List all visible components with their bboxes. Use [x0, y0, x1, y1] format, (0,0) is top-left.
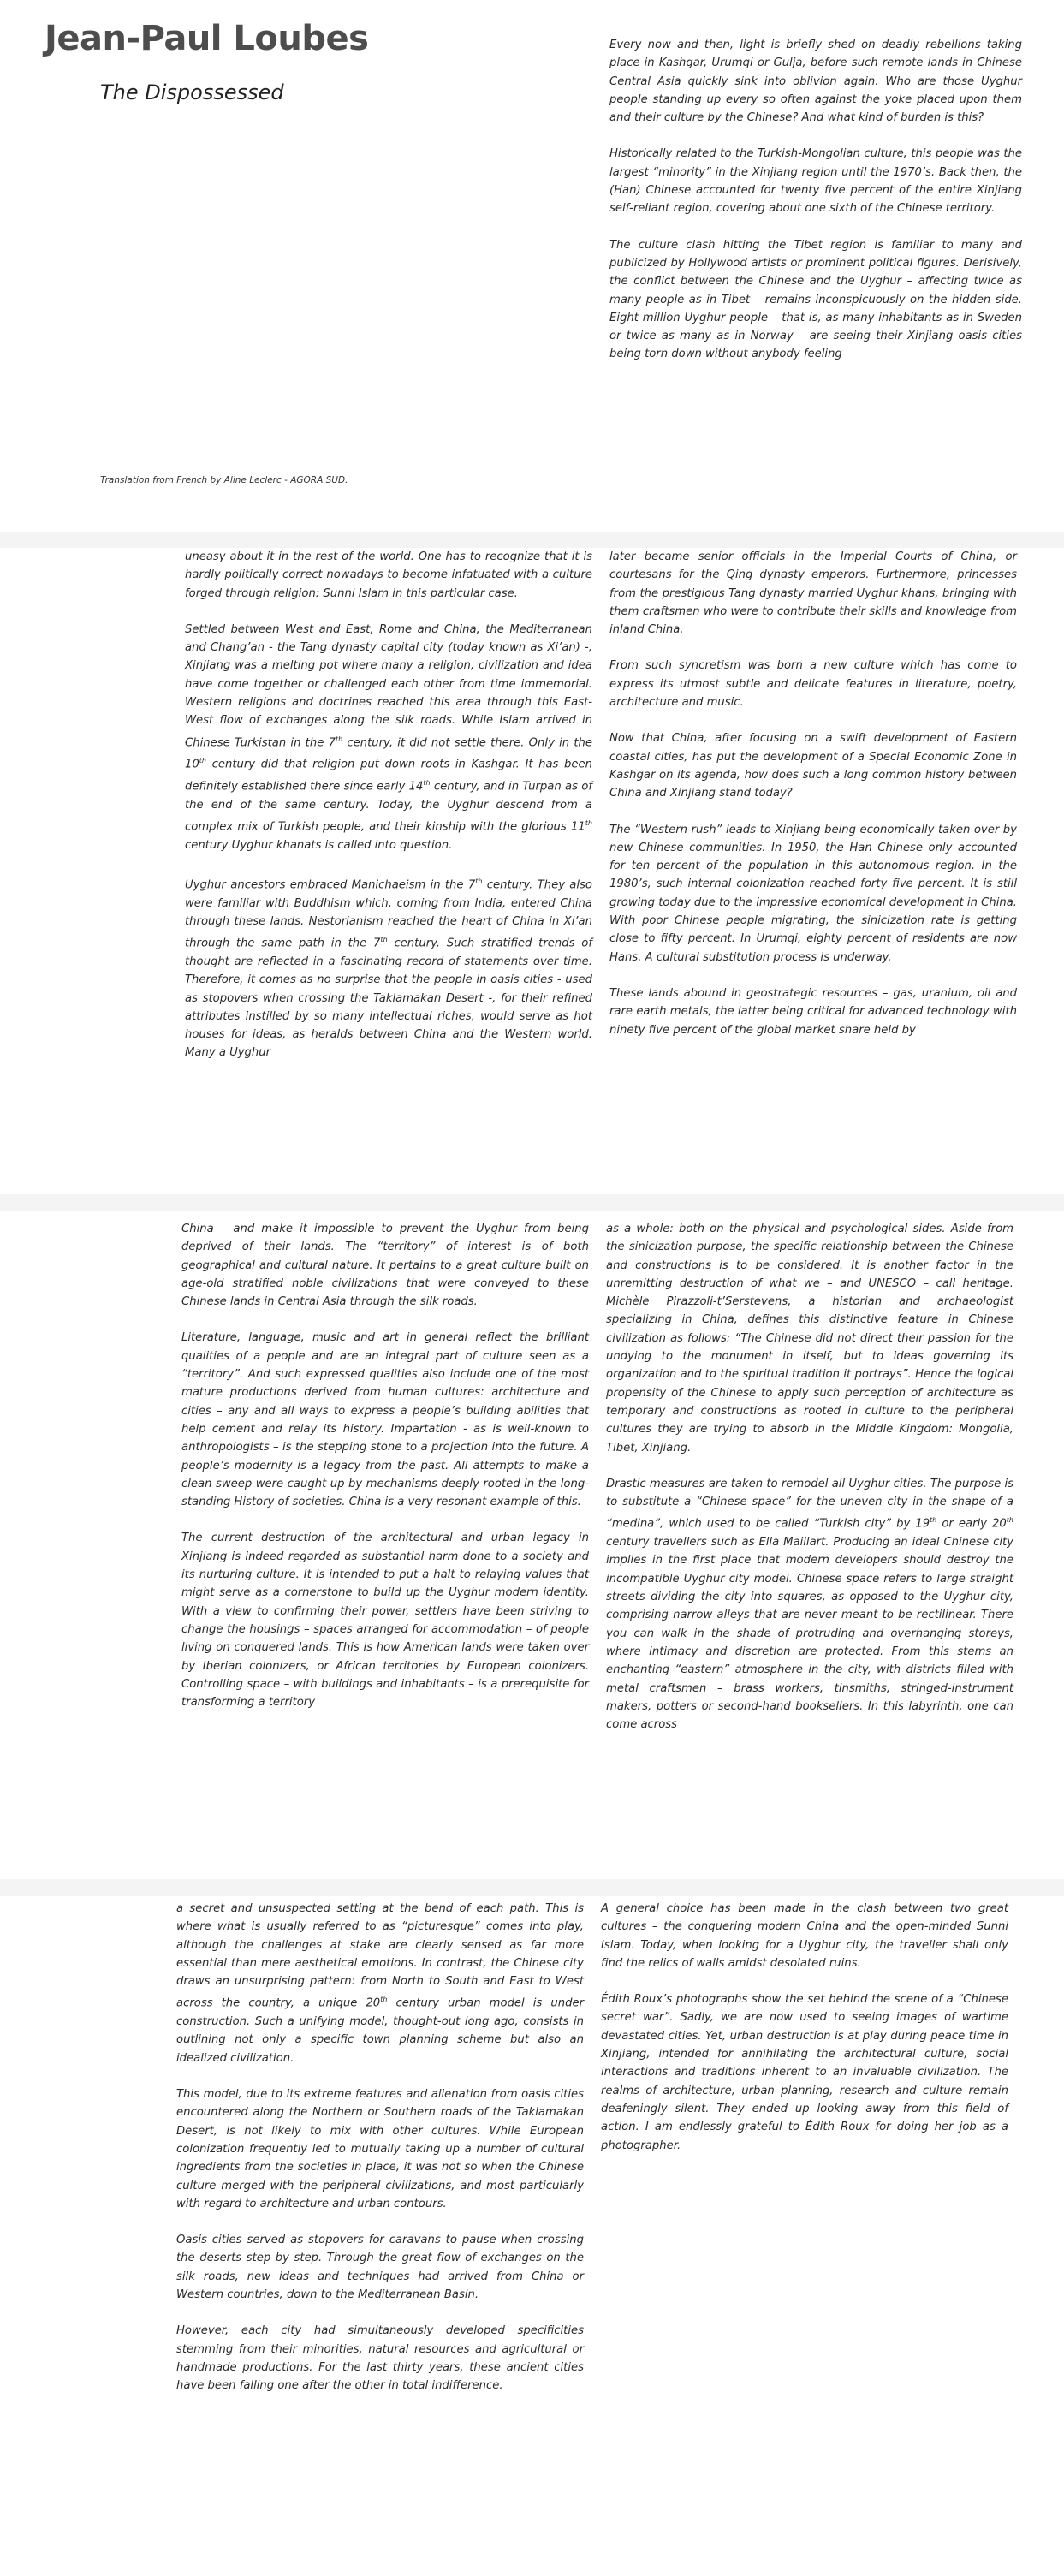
paragraph: However, each city had simultaneously developed specificities stemming from their minorities, natural resources and agricultural or handmade productions. For the last thirty years, these ancient cities have been falling one after the other in total indifference.: [176, 2324, 584, 2393]
paragraph: China – and make it impossible to prevent the Uyghur from being deprived of their lands. The “territory” of interest is of both geographical and cultural nature. It pertains to a great culture built on age-old stratified noble civilizations that were conveyed to these Chinese lands in Central Asia through the silk roads.: [181, 1223, 589, 1309]
paragraph: A general choice has been made in the clash between two great cultures – the conquering modern China and the open-minded Sunni Islam. Today, when looking for a Uyghur city, the traveller shall only find the relics of walls amidst desolated ruins.: [601, 1902, 1008, 1970]
page-4: [0, 1896, 1064, 2576]
paragraph: The current destruction of the architectural and urban legacy in Xinjiang is indeed regarded as substantial harm done to a society and its nurturing culture. It is intended to put a halt to relaying values that might serve as a cornerstone to build up the Uyghur modern identity. With a view to confirming their power, settlers have been striving to change the housings – spaces arranged for accommodation – of people living on conquered lands. This is how American lands were taken over by Iberian colonizers, or African territories by European colonizers. Controlling space – with buildings and inhabitants – is a prerequisite for transforming a territory: [181, 1532, 589, 1710]
page4-right-column: [601, 1900, 1008, 2155]
page1-right-column: [609, 36, 1022, 364]
page-2: [0, 548, 1064, 1194]
paragraph: Édith Roux’s photographs show the set behind the scene of a “Chinese secret war”. Sadly, we are now used to seeing images of wartime devastated cities. Yet, urban destruction is at play during peace time in Xinjiang, intended for annihilating the architectural culture, social interactions and traditions inherent to an invaluable civilization. The realms of architecture, urban planning, research and culture remain deafeningly silent. They ended up looking away from this field of action. I am endlessly grateful to Édith Roux for doing her job as a photographer.: [601, 1993, 1008, 2152]
page-gap: [0, 1879, 1064, 1896]
page2-left-column: [185, 548, 592, 1062]
paragraph: The culture clash hitting the Tibet region is familiar to many and publicized by Hollywood artists or prominent political figures. Derisively, the conflict between the Chinese and the Uyghur – affecting twice as many people as in Tibet – remains inconspicuously on the hidden side. Eight million Uyghur people – that is, as many inhabitants as in Sweden or twice as many as in Norway – are seeing their Xinjiang oasis cities being torn down without anybody feeling: [609, 238, 1022, 361]
paragraph: Now that China, after focusing on a swift development of Eastern coastal cities, has put the development of a Special Economic Zone in Kashgar on its agenda, how does such a long common history between China and Xinjiang stand today?: [609, 732, 1017, 800]
paragraph: Drastic measures are taken to remodel all Uyghur cities. The purpose is to substitute a “Chinese space” for the uneven city in the shape of a “medina”, which used to be called “Turkish city” by 19th or early 20th century travellers such as Ella Maillart. Producing an ideal Chinese city implies in the first place that modern developers should destroy the incompatible Uyghur city model. Chinese space refers to large straight streets dividing the city into squares, as opposed to the Uyghur city, comprising narrow alleys that are never meant to be rectilinear. There you can walk in the shade of protruding and overhanging storeys, where intimacy and discretion are protected. From this stems an enchanting “eastern” atmosphere in the city, with districts filled with metal craftsmen – brass workers, tinsmiths, stringed-instrument makers, potters or second-hand booksellers. In this labyrinth, one can come across: [606, 1477, 1013, 1732]
page-1: [0, 0, 1064, 532]
translation-credit: Translation from French by Aline Leclerc - AGORA SUD.: [100, 475, 348, 485]
paragraph: Oasis cities served as stopovers for caravans to pause when crossing the deserts step by step. Through the great flow of exchanges on the silk roads, new ideas and techniques had arrived from China or Western countries, down to the Mediterranean Basin.: [176, 2234, 584, 2302]
article-title: The Dispossessed: [100, 80, 284, 104]
paragraph: as a whole: both on the physical and psychological sides. Aside from the sinicization purpose, the specific relationship between the Chinese and constructions is to be considered. It is another factor in the unremitting destruction of what we – and UNESCO – call heritage. Michèle Pirazzoli-t’Serstevens, a historian and archaeologist specializing in China, defines this distinctive feature in Chinese civilization as follows: “The Chinese did not direct their passion for the undying to the monument in itself, but to ideas governing its organization and to the spiritual tradition it portrays”. Hence the logical propensity of the Chinese to apply such perception of architecture as temporary and constructions as rooted in culture to the peripheral cultures they are trying to absorb in the Middle Kingdom: Mongolia, Tibet, Xinjiang.: [606, 1223, 1013, 1455]
paragraph: Historically related to the Turkish-Mongolian culture, this people was the largest “minority” in the Xinjiang region until the 1970’s. Back then, the (Han) Chinese accounted for twenty five percent of the entire Xinjiang self-reliant region, covering about one sixth of the Chinese territory.: [609, 147, 1022, 216]
paragraph: Uyghur ancestors embraced Manichaeism in the 7th century. They also were familiar with Buddhism which, coming from India, entered China through these lands. Nestorianism reached the heart of China in Xi’an through the same path in the 7th century. Such stratified trends of thought are reflected in a fascinating record of statements over time. Therefore, it comes as no surprise that the people in oasis cities - used as stopovers when crossing the Taklamakan Desert -, for their refined attributes instilled by so many intellectual riches, would serve as hot houses for ideas, as heralds between China and the Western world. Many a Uyghur: [185, 878, 592, 1060]
paragraph: later became senior officials in the Imperial Courts of China, or courtesans for the Qing dynasty emperors. Furthermore, princesses from the prestigious Tang dynasty married Uyghur khans, bringing with them craftsmen who were to contribute their skills and knowledge from inland China.: [609, 550, 1017, 637]
page-gap: [0, 532, 1064, 548]
page-gap: [0, 1194, 1064, 1211]
page-3: [0, 1211, 1064, 1879]
page2-right-column: [609, 548, 1017, 1039]
page3-right-column: [606, 1220, 1013, 1734]
paragraph: uneasy about it in the rest of the world. One has to recognize that it is hardly politically correct nowadays to become infatuated with a culture forged through religion: Sunni Islam in this particular case.: [185, 550, 592, 600]
paragraph: a secret and unsuspected setting at the bend of each path. This is where what is usually referred to as “picturesque” comes into play, although the challenges at stake are clearly sensed as far more essential than mere aesthetical emotions. In contrast, the Chinese city draws an unsurprising pattern: from North to South and East to West across the country, a unique 20th century urban model is under construction. Such a unifying model, thought-out long ago, consists in outlining not only a specific town planning scheme but also an idealized civilization.: [176, 1902, 584, 2065]
page4-left-column: [176, 1900, 584, 2395]
paragraph: The “Western rush” leads to Xinjiang being economically taken over by new Chinese communities. In 1950, the Han Chinese only accounted for ten percent of the population in this autonomous region. In the 1980’s, such internal colonization reached forty five percent. It is still growing today due to the impressive economical development in China. With poor Chinese people migrating, the sinicization rate is getting close to fifty percent. In Urumqi, eighty percent of residents are now Hans. A cultural substitution process is underway.: [609, 823, 1017, 964]
paragraph: These lands abound in geostrategic resources – gas, uranium, oil and rare earth metals, the latter being critical for advanced technology with ninety five percent of the global market share held by: [609, 986, 1017, 1037]
paragraph: Every now and then, light is briefly shed on deadly rebellions taking place in Kashgar, Urumqi or Gulja, before such remote lands in Chinese Central Asia quickly sink into oblivion again. Who are those Uyghur people standing up every so often against the yoke placed upon them and their culture by the Chinese? And what kind of burden is this?: [609, 39, 1022, 125]
paragraph: Literature, language, music and art in general reflect the brilliant qualities of a people and are an integral part of culture seen as a “territory”. And such expressed qualities also include one of the most mature productions derived from human cultures: architecture and cities – any and all ways to express a people’s building abilities that help cement and relay its history. Impartation - as is well-known to anthropologists – is the stepping stone to a projection into the future. A people’s modernity is a legacy from the past. All attempts to make a clean sweep were caught up by mechanisms deeply rooted in the long-standing History of societies. China is a very resonant example of this.: [181, 1331, 589, 1509]
paragraph: Settled between West and East, Rome and China, the Mediterranean and Chang’an - the Tang dynasty capital city (today known as Xi’an) -, Xinjiang was a melting pot where many a religion, civilization and idea have come together or challenged each other from time immemorial. Western religions and doctrines reached this area through this East-West flow of exchanges along the silk roads. While Islam arrived in Chinese Turkistan in the 7th century, it did not settle there. Only in the 10th century did that religion put down roots in Kashgar. It has been definitely established there since early 14th century, and in Turpan as of the end of the same century. Today, the Uyghur descend from a complex mix of Turkish people, and their kinship with the glorious 11th century Uyghur khanats is called into question.: [185, 622, 593, 852]
author-name: Jean-Paul Loubes: [45, 19, 369, 58]
page3-left-column: [181, 1220, 589, 1711]
paragraph: From such syncretism was born a new culture which has come to express its utmost subtle and delicate features in literature, poetry, architecture and music.: [609, 659, 1017, 710]
paragraph: This model, due to its extreme features and alienation from oasis cities encountered along the Northern or Southern roads of the Taklamakan Desert, is not likely to mix with other cultures. While European colonization frequently led to mutually taking up a number of cultural ingredients from the societies in place, it was not so when the Chinese culture merged with the peripheral civilizations, and most particularly with regard to architecture and urban contours.: [176, 2088, 584, 2210]
